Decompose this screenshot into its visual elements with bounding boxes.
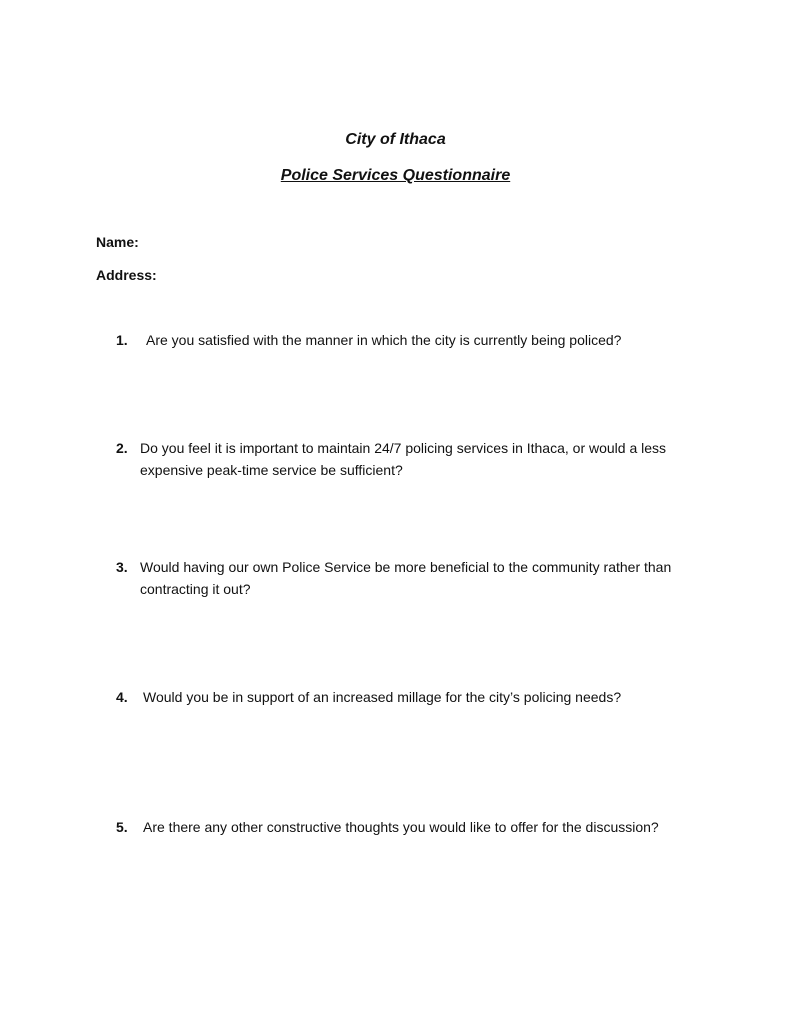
question-number: 5. [116,819,128,835]
question-text: Do you feel it is important to maintain 24/7 policing services in Ithaca, or would a less expensive peak-time service be sufficient? [140,440,667,478]
question-item [116,816,716,838]
question-number: 3. [116,559,128,575]
question-text: Are there any other constructive thoughts you would like to offer for the discussion? [143,819,659,835]
question-item [116,686,716,708]
question-item [116,556,716,600]
city-title: City of Ithaca [345,131,446,148]
address-label: Address: [96,267,157,283]
form-title: Police Services Questionnaire [280,167,511,184]
question-number: 4. [116,689,128,705]
question-item [116,329,716,351]
question-number: 1. [116,332,128,348]
form-title-wrapper [0,166,791,186]
name-label: Name: [96,234,139,250]
question-number: 2. [116,440,128,456]
question-text: Would having our own Police Service be more beneficial to the community rather than contracting it out? [140,559,672,597]
question-text: Are you satisfied with the manner in which the city is currently being policed? [146,332,622,348]
question-item [116,437,716,481]
question-text: Would you be in support of an increased millage for the city’s policing needs? [143,689,622,705]
